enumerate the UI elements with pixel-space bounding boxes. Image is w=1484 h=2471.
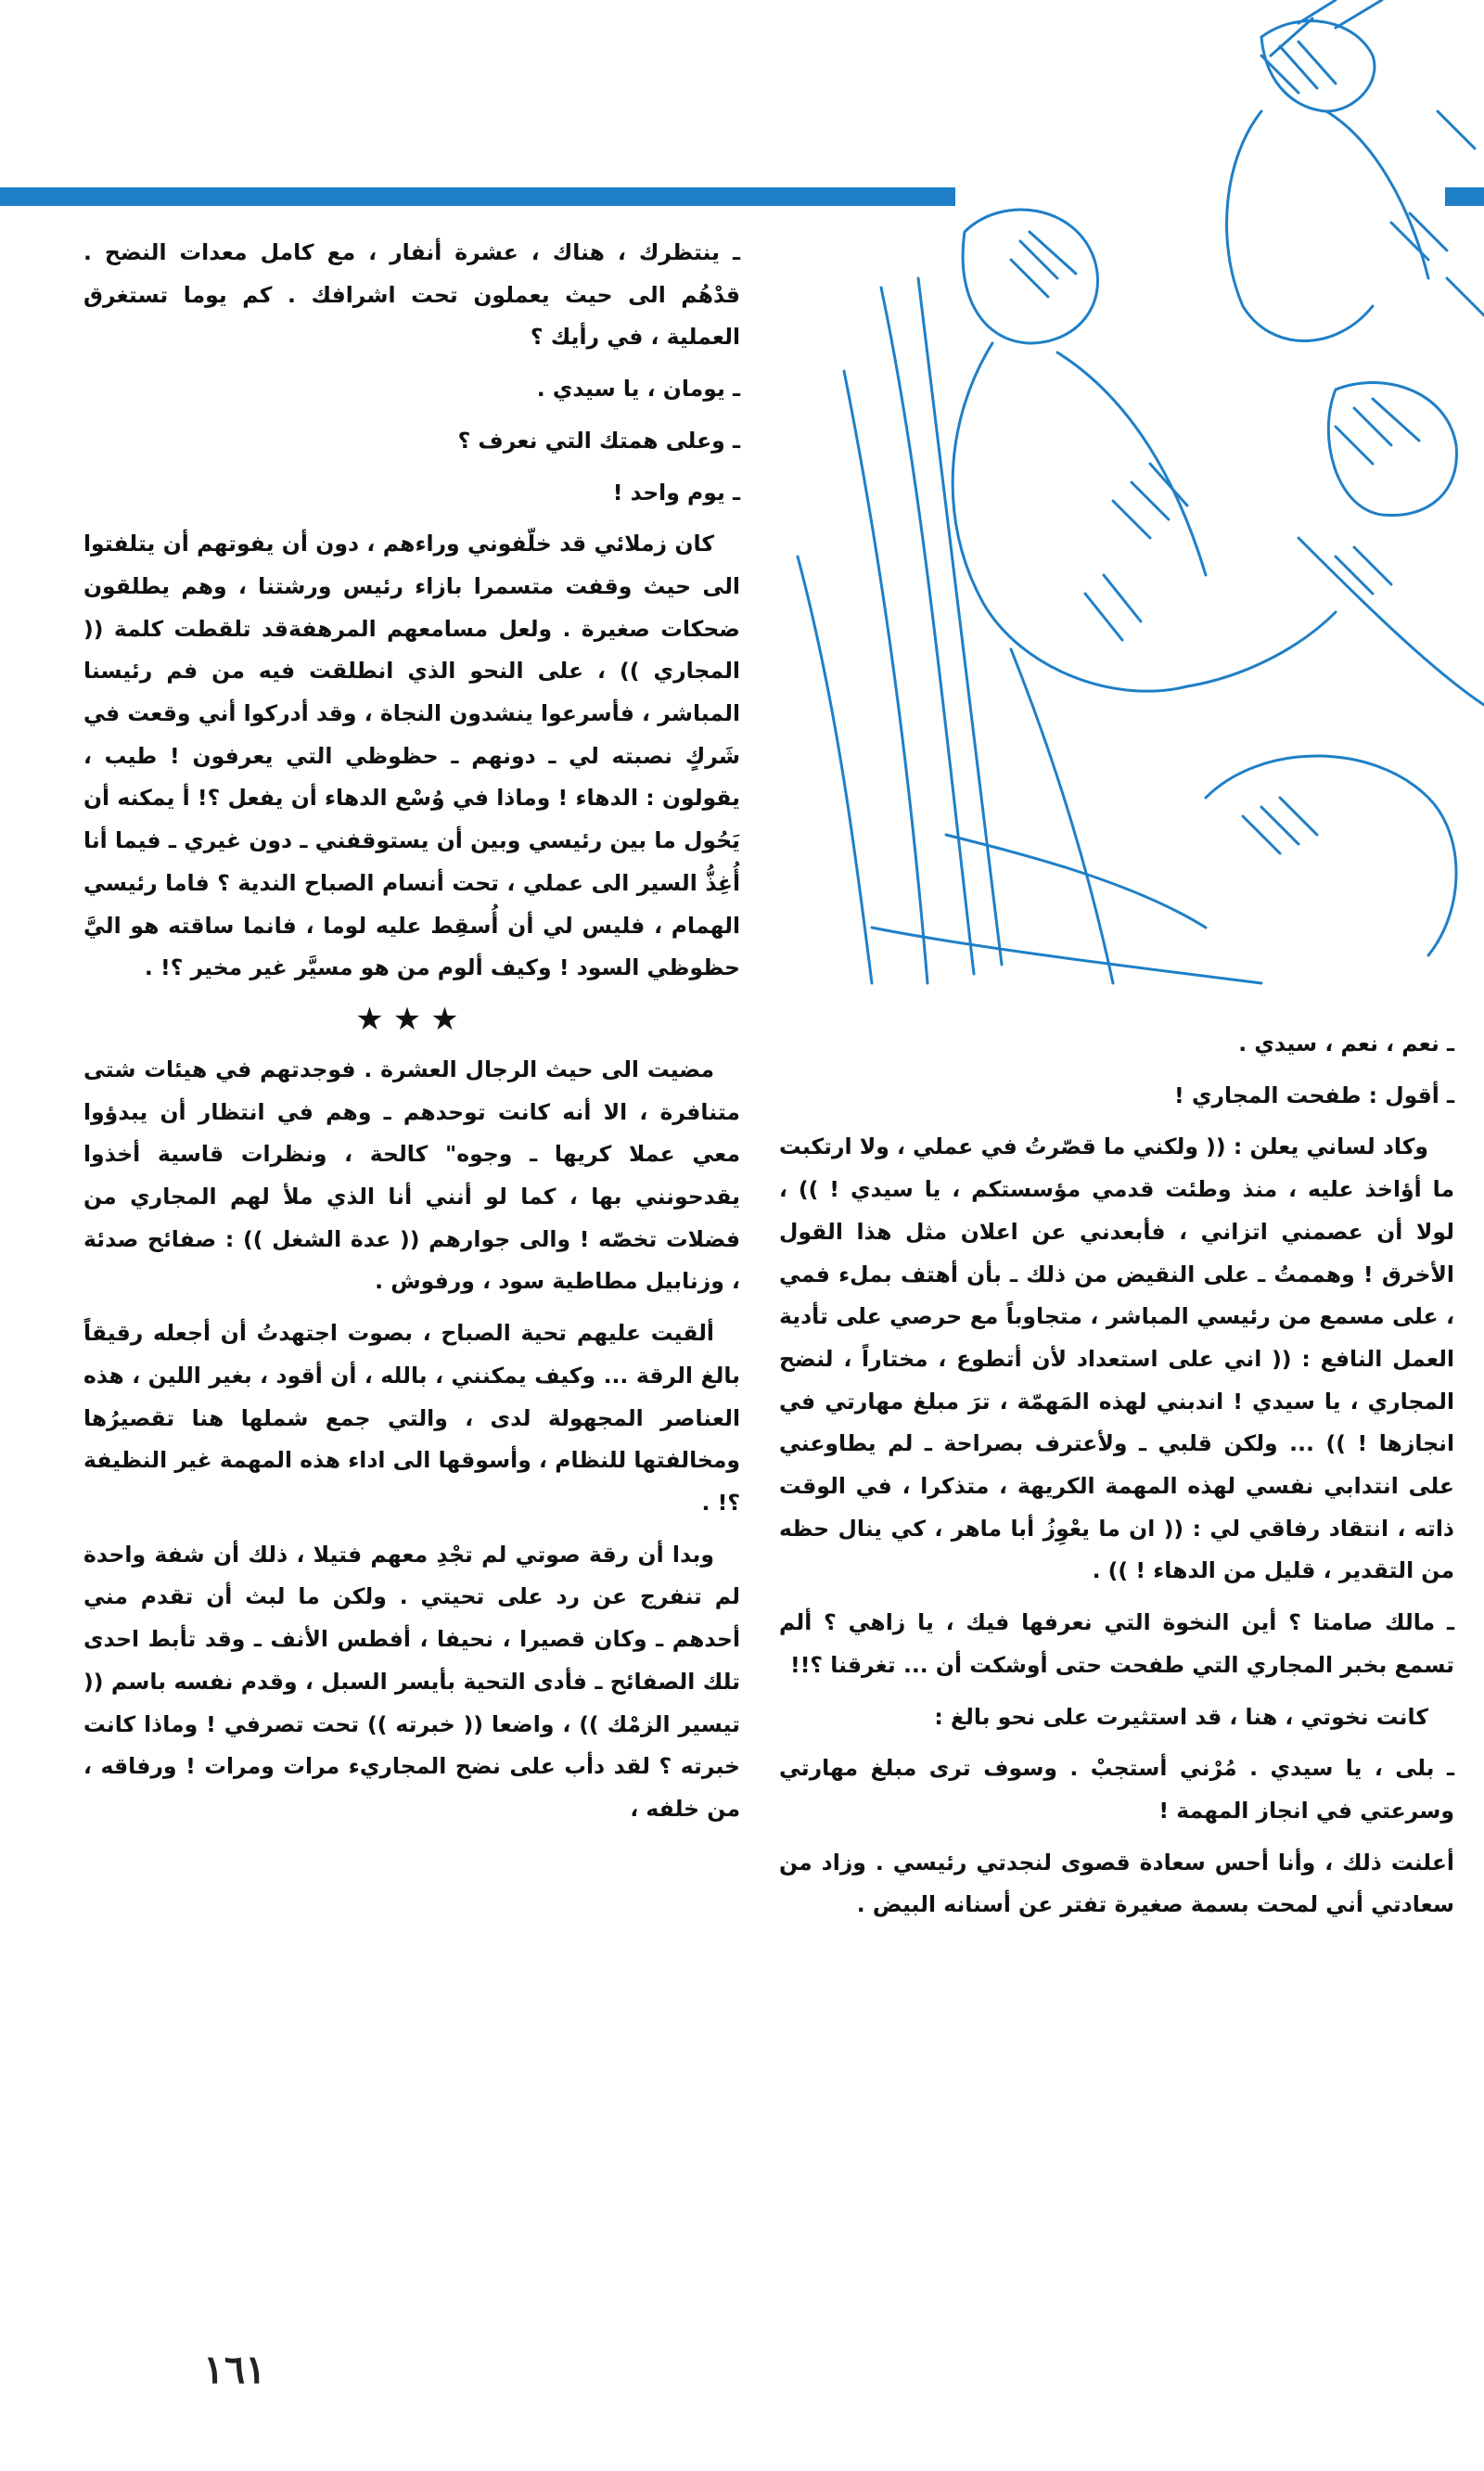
right-paragraph: كانت نخوتي ، هنا ، قد استثيرت على نحو بالغ :	[934, 1703, 1428, 1730]
right-paragraph: ـ أقول : طفحت المجاري !	[1174, 1082, 1454, 1108]
section-separator-stars: ★★★	[355, 1000, 468, 1038]
left-paragraph: ـ يومان ، يا سيدي .	[536, 376, 740, 403]
left-paragraph: كان زملائي قد خلّفوني وراءهم ، دون أن يفوتهم أن يتلفتوا الى حيث وقفت متسمرا بازاء رئيس ورشتنا ، وهم يطلقون ضحكات صغيرة . ولعل مسامعهم المرهفةقد تلقطت كلمة (( المجاري )) ، على النحو الذي انطلقت فيه من فم رئيسنا المباشر ، فأسرعوا ينشدون النجاة ، وقد أدركوا أني وقعت في شَركٍ نصبته لي ـ دونهم ـ حظوظي التي يعرفون ! طيب ، يقولون : الدهاء ! وماذا في وُسْع الدهاء أن يفعل ؟! أ يمكنه أن يَحُول ما بين رئيسي وبين أن يستوقفني ـ دون غيري ـ فيما أنا أُغِذُّ السير الى عملي ، تحت أنسام الصباح الندية ؟ فاما رئيسي الهمام ، فليس لي أن أُسقِط عليه لوما ، فانما ساقته هو اليَّ حظوظي السود ! وكيف ألوم من هو مسيَّر غير مخير ؟! .	[83, 531, 740, 981]
left-paragraph: وبدا أن رقة صوتي لم تجْدِ معهم فتيلا ، ذلك أن شفة واحدة لم تنفرج عن رد على تحيتي . ولكن ما لبث أن تقدم مني أحدهم ـ وكان قصيرا ، نحيفا ، أفطس الأنف ـ وقد تأبط احدى تلك الصفائح ـ فأدى التحية بأيسر السبل ، وقدم نفسه باسم (( تيسير الزمْك )) ، واضعا (( خبرته )) تحت تصرفي ! وماذا كانت خبرته ؟ لقد دأب على نضح المجاريء مرات ومرات ! ورفاقه ، من خلفه ،	[83, 1541, 740, 1822]
left-paragraph: ـ وعلى همتك التي نعرف ؟	[457, 427, 740, 454]
right-paragraph: ـ نعم ، نعم ، سيدي .	[1238, 1031, 1454, 1056]
left-paragraph: ألقيت عليهم تحية الصباح ، بصوت اجتهدتُ أن أجعله رقيقاً بالغ الرقة ... وكيف يمكنني ، بالله ، أن أقود ، بغير اللين ، هذه العناصر المجهولة لدى ، والتي جمع شملها هنا تقصيرُها ومخالفتها للنظام ، وأسوقها الى اداء هذه المهمة غير النظيفة ؟! .	[83, 1320, 740, 1516]
page-number: ١٦١	[203, 2347, 266, 2392]
right-paragraph: ـ بلى ، يا سيدي . مُرْني أستجبْ . وسوف ترى مبلغ مهارتي وسرعتي في انجاز المهمة !	[779, 1755, 1454, 1824]
right-paragraph: ـ مالك صامتا ؟ أين النخوة التي نعرفها فيك ، يا زاهي ؟ ألم تسمع بخبر المجاري التي طفحت حتى أوشكت أن ... تغرقنا ؟!!	[779, 1609, 1454, 1678]
right-paragraph: أعلنت ذلك ، وأنا أحس سعادة قصوى لنجدتي رئيسي . وزاد من سعادتي أني لمحت بسمة صغيرة تفتر عن أسنانه البيض .	[779, 1849, 1454, 1918]
right-paragraph: وكاد لساني يعلن : (( ولكني ما قصّرتُ في عملي ، ولا ارتكبت ما أؤاخذ عليه ، منذ وطئت قدمي مؤسستكم ، يا سيدي ! )) ، لولا أن عصمني اتزاني ، فأبعدني عن اعلان مثل هذا القول الأخرق ! وهممتُ ـ على النقيض من ذلك ـ بأن أهتف بملء فمي ، على مسمع من رئيسي المباشر ، متجاوباً مع حرصي على تأدية العمل النافع : (( اني على استعداد لأن أتطوع ، مختاراً ، لنضح المجاري ، يا سيدي ! اندبني لهذه المَهمّة ، ترَ مبلغ مهارتي في انجازها ! )) ... ولكن قلبي ـ ولأعترف بصراحة ـ لم يطاوعني على انتدابي نفسي لهذه المهمة الكريهة ، متذكرا ، في الوقت ذاته ، انتقاد رفاقي لي : (( ان ما يعْوِزُ أبا ماهر ، كي ينال حظه من التقدير ، قليل من الدهاء ! )) .	[779, 1133, 1454, 1584]
men-working-sketch-illustration	[779, 0, 1484, 997]
left-text-column	[83, 232, 740, 1840]
left-paragraph: مضيت الى حيث الرجال العشرة . فوجدتهم في هيئات شتى متنافرة ، الا أنه كانت توحدهم ـ وهم في انتظار أن يبدؤوا معي عملا كريها ـ وجوه" كالحة ، ونظرات قاسية أخذوا يقدحونني بها ، كما لو أنني أنا الذي ملأ لهم المجاري من فضلات تخصّه ! والى جوارهم (( عدة الشغل )) : صفائح صدئة ، وزنابيل مطاطية سود ، ورفوش .	[83, 1056, 740, 1295]
left-paragraph: ـ ينتظرك ، هناك ، عشرة أنفار ، مع كامل معدات النضح . قدْهُم الى حيث يعملون تحت اشرافك . كم يوما تستغرق العملية ، في رأيك ؟	[83, 239, 740, 351]
left-paragraph: ـ يوم واحد !	[612, 479, 740, 506]
right-text-column	[779, 1023, 1454, 1936]
